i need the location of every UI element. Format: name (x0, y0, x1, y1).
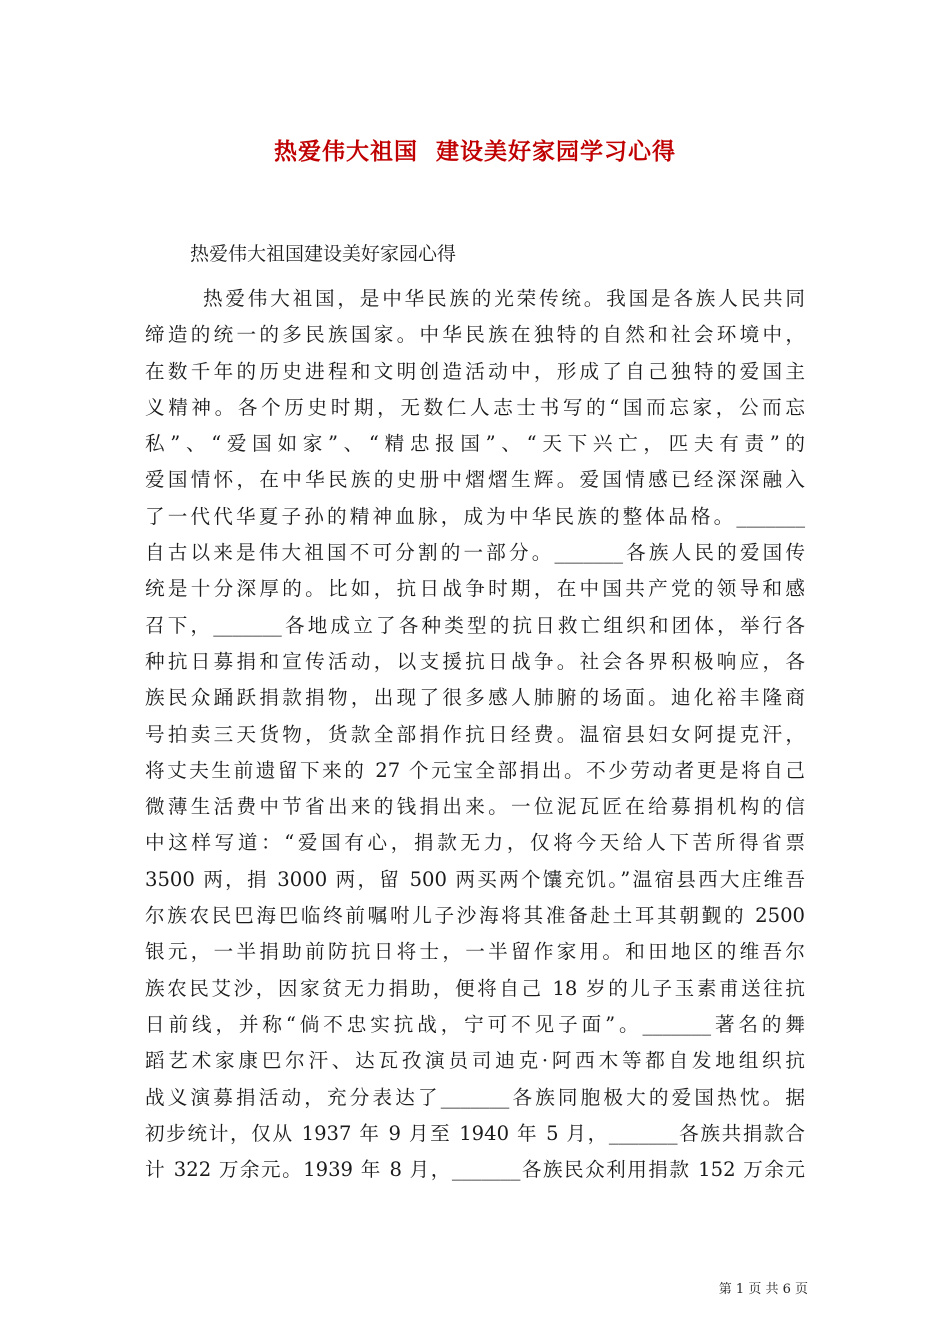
page-number-footer: 第 1 页 共 6 页 (718, 1282, 808, 1297)
body-line: 将丈夫生前遗留下来的 27 个元宝全部捐出。不少劳动者更是将自己 (145, 758, 805, 782)
body-line: 计 322 万余元。1939 年 8 月，_______各族民众利用捐款 152 万余元 (145, 1158, 805, 1182)
body-line: 银元，一半捐助前防抗日将士，一半留作家用。和田地区的维吾尔 (145, 940, 805, 964)
body-line: 蹈艺术家康巴尔汗、达瓦孜演员司迪克·阿西木等都自发地组织抗 (145, 1049, 805, 1073)
body-line: 3500 两，捐 3000 两，留 500 两买两个馕充饥。”温宿县西大庄维吾 (145, 867, 805, 891)
body-line: 统是十分深厚的。比如，抗日战争时期，在中国共产党的领导和感 (145, 577, 805, 601)
body-line: 日前线，并称“倘不忠实抗战，宁可不见子面”。_______著名的舞 (145, 1012, 805, 1036)
body-text (145, 281, 805, 1188)
body-line: 号拍卖三天货物，货款全部捐作抗日经费。温宿县妇女阿提克汗， (145, 722, 805, 746)
body-line: 尔族农民巴海巴临终前嘱咐儿子沙海将其准备赴土耳其朝觐的 2500 (145, 904, 805, 928)
body-line: 召下，_______各地成立了各种类型的抗日救亡组织和团体，举行各 (145, 613, 805, 637)
body-line: 初步统计，仅从 1937 年 9 月至 1940 年 5 月，_______各族共捐款合 (145, 1121, 805, 1145)
document-subtitle: 热爱伟大祖国建设美好家园心得 (190, 243, 457, 265)
body-line: 中这样写道：“爱国有心，捐款无力，仅将今天给人下苦所得省票 (145, 831, 805, 855)
body-line: 种抗日募捐和宣传活动，以支援抗日战争。社会各界积极响应，各 (145, 649, 805, 673)
body-line: 缔造的统一的多民族国家。中华民族在独特的自然和社会环境中， (145, 323, 805, 347)
body-line: 自古以来是伟大祖国不可分割的一部分。_______各族人民的爱国传 (145, 541, 805, 565)
body-line: 族农民艾沙，因家贫无力捐助，便将自己 18 岁的儿子玉素甫送往抗 (145, 976, 805, 1000)
body-line: 私”、“爱国如家”、“精忠报国”、“天下兴亡，匹夫有责”的 (145, 432, 805, 456)
body-line: 热爱伟大祖国，是中华民族的光荣传统。我国是各族人民共同 (203, 287, 805, 310)
body-line: 战义演募捐活动，充分表达了_______各族同胞极大的爱国热忱。据 (145, 1085, 805, 1109)
body-line: 义精神。各个历史时期，无数仁人志士书写的“国而忘家，公而忘 (145, 395, 805, 419)
body-line: 爱国情怀，在中华民族的史册中熠熠生辉。爱国情感已经深深融入 (145, 468, 805, 492)
document-title: 热爱伟大祖国 建设美好家园学习心得 (273, 138, 676, 165)
body-line: 族民众踊跃捐款捐物，出现了很多感人肺腑的场面。迪化裕丰隆商 (145, 686, 805, 710)
body-line: 在数千年的历史进程和文明创造活动中，形成了自己独特的爱国主 (145, 359, 805, 383)
body-line: 微薄生活费中节省出来的钱捐出来。一位泥瓦匠在给募捐机构的信 (145, 795, 805, 819)
body-line: 了一代代华夏子孙的精神血脉，成为中华民族的整体品格。_______ (145, 504, 805, 528)
